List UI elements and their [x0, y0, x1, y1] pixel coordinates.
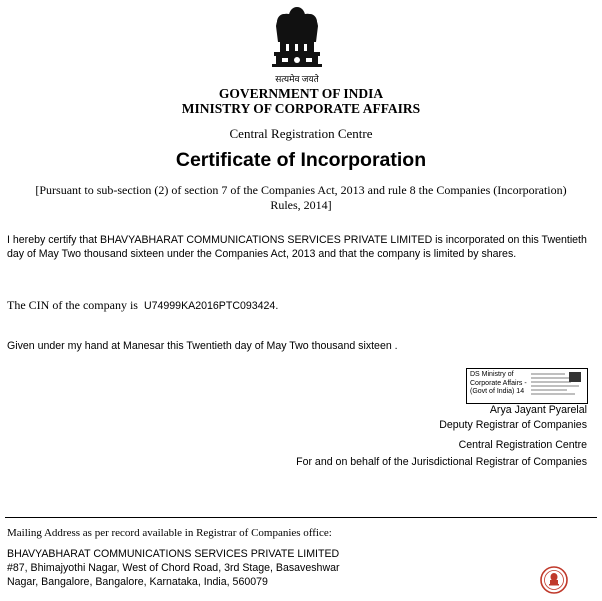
- national-emblem-icon: [256, 2, 338, 82]
- certificate-title: Certificate of Incorporation: [175, 149, 427, 171]
- emblem-motto: सत्यमेव जयते: [275, 74, 319, 84]
- signatory-name: Arya Jayant Pyarelal: [489, 404, 587, 416]
- cin-value: U74999KA2016PTC093424.: [143, 300, 279, 312]
- signatory-behalf: For and on behalf of the Jurisdictional Registrar of Companies: [296, 456, 587, 468]
- mailing-address-label: Mailing Address as per record available in Registrar of Companies office:: [7, 527, 332, 539]
- mailing-address-line: BHAVYABHARAT COMMUNICATIONS SERVICES PRIVATE LIMITED: [7, 548, 340, 560]
- mailing-address-line: #87, Bhimajyothi Nagar, West of Chord Road, 3rd Stage, Basaveshwar: [7, 562, 340, 574]
- cin-line: [7, 298, 278, 313]
- pursuant-clause: [Pursuant to sub-section (2) of section 7 of the Companies Act, 2013 and rule 8 the Companies (Incorporation) Rules, 2014]: [35, 183, 567, 212]
- government-heading: GOVERNMENT OF INDIA: [218, 86, 384, 101]
- cin-label: The CIN of the company is: [7, 298, 138, 312]
- official-seal-icon: [540, 566, 568, 594]
- registration-centre-heading: Central Registration Centre: [229, 126, 373, 141]
- ministry-heading: MINISTRY OF CORPORATE AFFAIRS: [181, 101, 421, 116]
- digital-signature-box: [466, 368, 588, 404]
- signature-stamp-icon: [529, 371, 583, 399]
- given-under-hand-line: Given under my hand at Manesar this Twentieth day of May Two thousand sixteen .: [7, 340, 398, 352]
- certification-paragraph: I hereby certify that BHAVYABHARAT COMMUNICATIONS SERVICES PRIVATE LIMITED is incorporated on this Twentieth day of May Two thousand sixteen under the Companies Act, 2013 and that the company is limited by shares.: [7, 234, 587, 260]
- signatory-centre: Central Registration Centre: [458, 439, 587, 451]
- mailing-address-line: Nagar, Bangalore, Bangalore, Karnataka, India, 560079: [7, 576, 268, 588]
- section-divider: [5, 517, 597, 518]
- digital-signature-text: DS Ministry of Corporate Affairs - (Govt of India) 14: [470, 371, 527, 395]
- signatory-designation: Deputy Registrar of Companies: [439, 419, 587, 431]
